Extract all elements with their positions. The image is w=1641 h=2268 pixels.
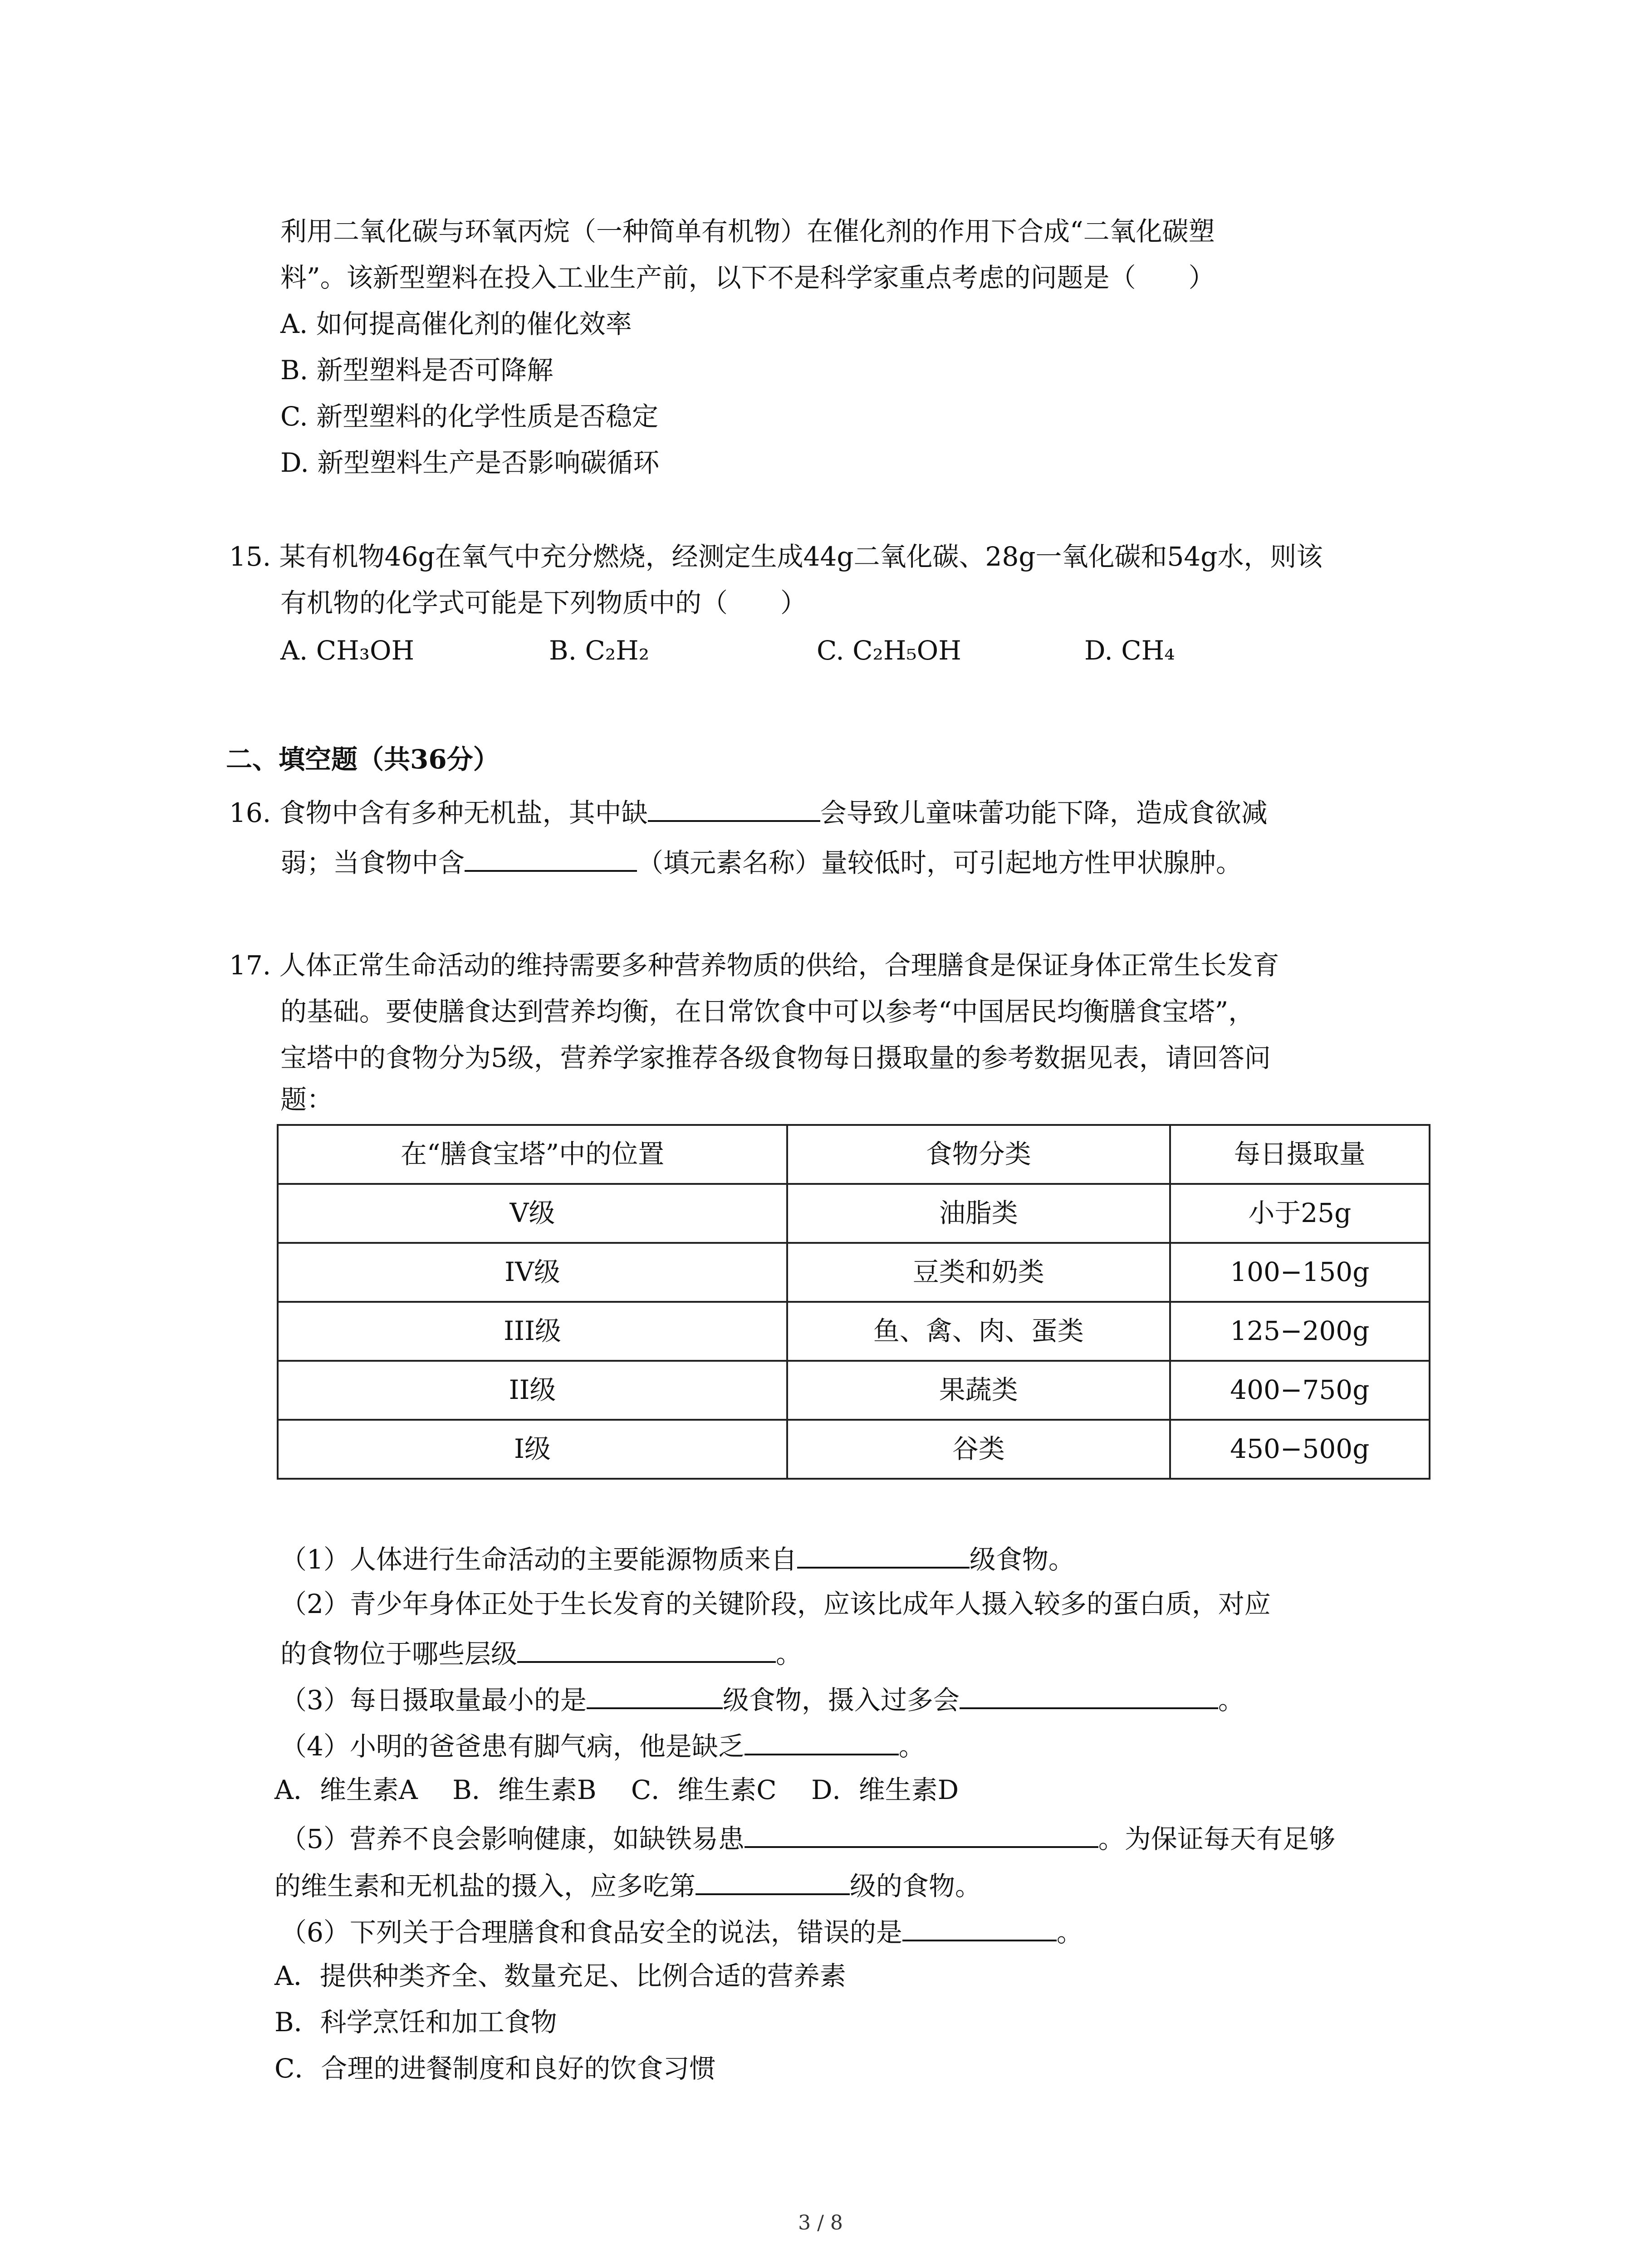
q17-part5-text-mid: 。为保证每天有足够 (1098, 1823, 1335, 1854)
table-cell-category: 鱼、禽、肉、蛋类 (787, 1302, 1170, 1361)
table-cell-category: 油脂类 (787, 1184, 1170, 1243)
q16-text-1b: 会导致儿童味蕾功能下降，造成食欲减 (820, 797, 1268, 828)
q17-part4 (280, 1728, 925, 1763)
table-header-row (278, 1125, 1430, 1184)
q17-part4-text: （4）小明的爸爸患有脚气病，他是缺乏 (280, 1731, 745, 1762)
q16-line2 (280, 845, 1242, 879)
q17-stem-line1: 17. 人体正常生命活动的维持需要多种营养物质的供给，合理膳食是保证身体正常生长发育 (229, 950, 1279, 981)
table-cell-level: IV级 (278, 1243, 787, 1302)
q17-part5-blank-1[interactable] (745, 1821, 1098, 1848)
q17-part1-text-end: 级食物。 (969, 1544, 1075, 1575)
q17-part2-text: 的食物位于哪些层级 (280, 1638, 518, 1669)
q17-part2-blank[interactable] (517, 1636, 776, 1663)
q15-stem-line1: 15. 某有机物46g在氧气中充分燃烧，经测定生成44g二氧化碳、28g一氧化碳和54g水，则该 (229, 541, 1323, 572)
table-cell-intake: 450−500g (1170, 1420, 1430, 1479)
q17-part4-options: A．维生素A B．维生素B C．维生素C D．维生素D (274, 1774, 959, 1805)
q15-option-d: D. CH₄ (1084, 635, 1175, 666)
q14-stem-line1: 利用二氧化碳与环氧丙烷（一种简单有机物）在催化剂的作用下合成“二氧化碳塑 (280, 216, 1215, 247)
q17-part5-text-2: 的维生素和无机盐的摄入，应多吃第 (274, 1871, 696, 1901)
q16-line1 (229, 795, 1268, 829)
q17-part3-blank-2[interactable] (960, 1682, 1218, 1709)
q17-part3 (280, 1682, 1244, 1716)
q17-part5-line1 (280, 1821, 1335, 1855)
q17-part6-text-end: 。 (1056, 1917, 1083, 1948)
table-cell-intake: 小于25g (1170, 1184, 1430, 1243)
q15-stem-line2: 有机物的化学式可能是下列物质中的（ ） (280, 587, 807, 618)
q15-option-c: C. C₂H₅OH (817, 635, 961, 666)
q14-stem-line2: 料”。该新型塑料在投入工业生产前，以下不是科学家重点考虑的问题是（ ） (280, 262, 1215, 293)
table-cell-level: I级 (278, 1420, 787, 1479)
q17-part4-text-end: 。 (898, 1731, 925, 1762)
table-cell-level: III级 (278, 1302, 787, 1361)
q16-text-2b: （填元素名称）量较低时，可引起地方性甲状腺肿。 (637, 847, 1243, 878)
q17-part5-text-end: 级的食物。 (850, 1871, 982, 1901)
table-cell-intake: 125−200g (1170, 1302, 1430, 1361)
q17-part4-blank[interactable] (745, 1728, 899, 1755)
q17-part2-text-end: 。 (776, 1638, 803, 1669)
table-cell-category: 豆类和奶类 (787, 1243, 1170, 1302)
q17-part3-blank-1[interactable] (587, 1682, 723, 1709)
diet-pyramid-table (277, 1124, 1430, 1480)
table-row (278, 1420, 1430, 1479)
q17-part6-option-a: A．提供种类齐全、数量充足、比例合适的营养素 (274, 1960, 846, 1991)
q17-part6 (280, 1914, 1083, 1949)
q17-part2-line2 (280, 1636, 802, 1670)
q17-part3-text-end: 。 (1218, 1685, 1244, 1716)
q17-part6-option-b: B．科学烹饪和加工食物 (274, 2007, 557, 2038)
q17-part1-blank[interactable] (797, 1541, 970, 1569)
q16-blank-2[interactable] (465, 845, 637, 872)
q17-part6-blank[interactable] (902, 1914, 1057, 1941)
q17-stem-line3: 宝塔中的食物分为5级，营养学家推荐各级食物每日摄取量的参考数据见表，请回答问 (280, 1042, 1271, 1073)
table-header-cell: 食物分类 (787, 1125, 1170, 1184)
q16-text-1a: 16. 食物中含有多种无机盐，其中缺 (229, 797, 648, 828)
table-row (278, 1361, 1430, 1420)
q17-part1-text: （1）人体进行生命活动的主要能源物质来自 (280, 1544, 797, 1575)
table-cell-intake: 400−750g (1170, 1361, 1430, 1420)
q17-part5-text: （5）营养不良会影响健康，如缺铁易患 (280, 1823, 745, 1854)
q16-blank-1[interactable] (648, 795, 820, 822)
table-row (278, 1184, 1430, 1243)
q15-option-b: B. C₂H₂ (549, 635, 649, 666)
q17-stem-line4: 题： (280, 1084, 333, 1115)
page-number: 3 / 8 (798, 2211, 843, 2234)
q17-stem-line2: 的基础。要使膳食达到营养均衡，在日常饮食中可以参考“中国居民均衡膳食宝塔”， (280, 996, 1255, 1027)
table-cell-level: V级 (278, 1184, 787, 1243)
section-heading: 二、填空题（共36分） (226, 744, 500, 775)
q17-part3-text: （3）每日摄取量最小的是 (280, 1685, 587, 1716)
q17-part2-line1: （2）青少年身体正处于生长发育的关键阶段，应该比成年人摄入较多的蛋白质，对应 (280, 1589, 1271, 1619)
q14-option-a: A. 如何提高催化剂的催化效率 (280, 308, 632, 339)
table-row (278, 1243, 1430, 1302)
q17-part5-blank-2[interactable] (696, 1868, 850, 1895)
q16-text-2a: 弱；当食物中含 (280, 847, 465, 878)
q14-option-d: D. 新型塑料生产是否影响碳循环 (280, 447, 660, 478)
table-cell-level: II级 (278, 1361, 787, 1420)
q17-part1 (280, 1541, 1075, 1576)
table-header-cell: 每日摄取量 (1170, 1125, 1430, 1184)
q17-part5-line2 (274, 1868, 981, 1902)
q15-option-a: A. CH₃OH (280, 635, 415, 666)
table-header-cell: 在“膳食宝塔”中的位置 (278, 1125, 787, 1184)
q17-part6-text: （6）下列关于合理膳食和食品安全的说法，错误的是 (280, 1917, 902, 1948)
table-row (278, 1302, 1430, 1361)
q17-part6-option-c: C．合理的进餐制度和良好的饮食习惯 (274, 2053, 716, 2084)
table-cell-category: 果蔬类 (787, 1361, 1170, 1420)
q14-option-c: C. 新型塑料的化学性质是否稳定 (280, 401, 659, 432)
q17-part3-text-mid: 级食物，摄入过多会 (722, 1685, 960, 1716)
table-cell-intake: 100−150g (1170, 1243, 1430, 1302)
q14-option-b: B. 新型塑料是否可降解 (280, 355, 554, 386)
table-cell-category: 谷类 (787, 1420, 1170, 1479)
